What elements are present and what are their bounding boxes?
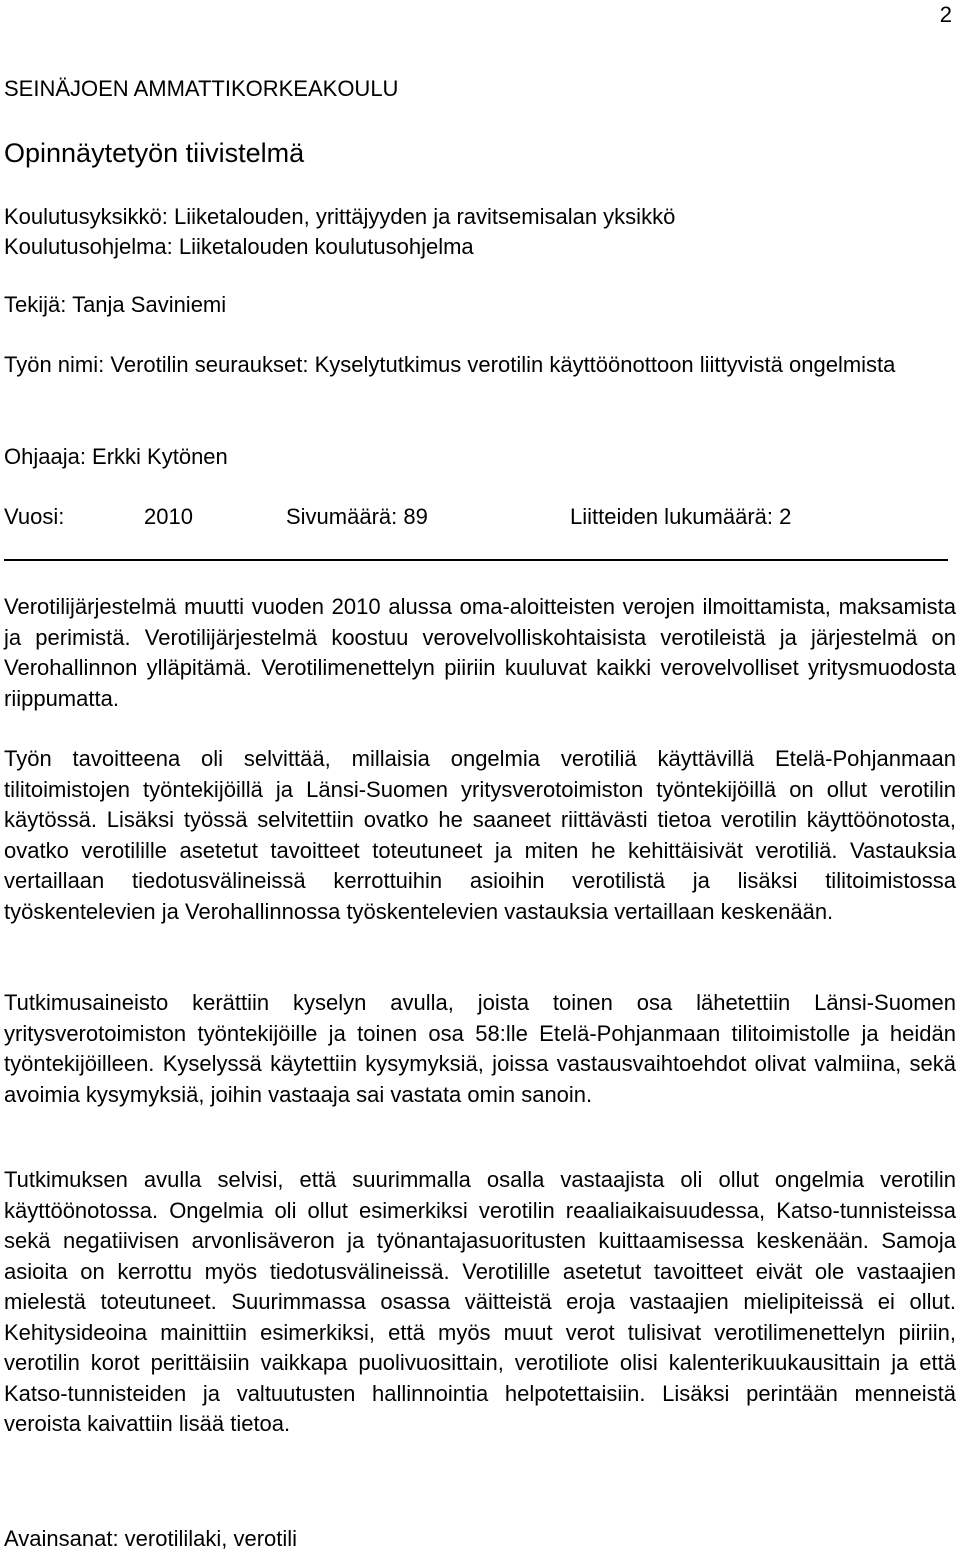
year-value: 2010: [144, 504, 193, 529]
work-name-line: Työn nimi: Verotilin seuraukset: Kyselytutkimus verotilin käyttöönottoon liittyvistä ongelmista: [4, 352, 896, 377]
unit-line: Koulutusyksikkö: Liiketalouden, yrittäjyyden ja ravitsemisalan yksikkö: [4, 204, 676, 229]
keywords-line: Avainsanat: verotililaki, verotili: [4, 1526, 298, 1551]
program-line: Koulutusohjelma: Liiketalouden koulutusohjelma: [4, 234, 474, 259]
page-title: Opinnäytetyön tiivistelmä: [4, 138, 305, 168]
supervisor-line: Ohjaaja: Erkki Kytönen: [4, 444, 228, 469]
divider-rule: [4, 559, 948, 561]
abstract-paragraph-3: Tutkimusaineisto kerättiin kyselyn avulla, joista toinen osa lähetettiin Länsi-Suomen yritysverotoimiston työntekijöille ja toinen osa 58:lle Etelä-Pohjanmaan tilitoimistolle ja heidän työntekijöilleen. Kyselyssä käytettiin kysymyksiä, joissa vastausvaihtoehdot olivat valmiina, sekä avoimia kysymyksiä, joihin vastaaja sai vastata omin sanoin.: [4, 990, 956, 1107]
appendix-count: Liitteiden lukumäärä: 2: [570, 504, 792, 529]
author-line: Tekijä: Tanja Saviniemi: [4, 292, 227, 317]
school-name: SEINÄJOEN AMMATTIKORKEAKOULU: [4, 76, 399, 101]
page-number: 2: [939, 2, 952, 27]
abstract-paragraph-4: Tutkimuksen avulla selvisi, että suurimmalla osalla vastaajista oli ollut ongelmia verotilin käyttöönotossa. Ongelmia oli ollut esimerkiksi verotilin reaaliaikaisuudessa, Katso-tunnisteissa sekä negatiivisen arvonlisäveron ja työnantajasuoritusten kuittaamisessa keskenään. Samoja asioita on kerrottu myös tiedotusvälineissä. Verotilille asetetut tavoitteet eivät ole vastaajien mielestä toteutuneet. Suurimmassa osassa väitteistä eroja vastaajien mielipiteissä ei ollut. Kehitysideoina mainittiin esimerkiksi, että myös muut verot tulisivat verotilimenettelyn piiriin, verotilin korot perittäisiin vaikkapa puolivuosittain, verotiliote olisi kalenterikuukausittain ja että Katso-tunnisteiden ja valtuutusten hallinnointia helpotettaisiin. Lisäksi perintään menneistä veroista kaivattiin lisää tietoa.: [4, 1167, 956, 1436]
page-count: Sivumäärä: 89: [286, 504, 428, 529]
abstract-paragraph-1: Verotilijärjestelmä muutti vuoden 2010 alussa oma-aloitteisten verojen ilmoittamista, maksamista ja perimistä. Verotilijärjestelmä koostuu verovelvolliskohtaisista verotileistä ja järjestelmä on Verohallinnon ylläpitämä. Verotilimenettelyn piiriin kuuluvat kaikki verovelvolliset yritysmuodosta riippumatta.: [4, 594, 956, 711]
year-label: Vuosi:: [4, 504, 65, 529]
abstract-paragraph-2: Työn tavoitteena oli selvittää, millaisia ongelmia verotiliä käyttävillä Etelä-Pohjanmaan tilitoimistojen työntekijöillä ja Länsi-Suomen yritysverotoimiston työntekijöillä on ollut verotilin käytössä. Lisäksi työssä selvitettiin ovatko he saaneet riittävästi tietoa verotilin käyttöönotosta, ovatko verotilille asetetut tavoitteet toteutuneet ja miten he kehittäisivät verotiliä. Vastauksia vertaillaan tiedotusvälineissä kerrottuihin asioihin verotilistä ja lisäksi tilitoimistossa työskentelevien ja Verohallinnossa työskentelevien vastauksia vertaillaan keskenään.: [4, 746, 956, 924]
